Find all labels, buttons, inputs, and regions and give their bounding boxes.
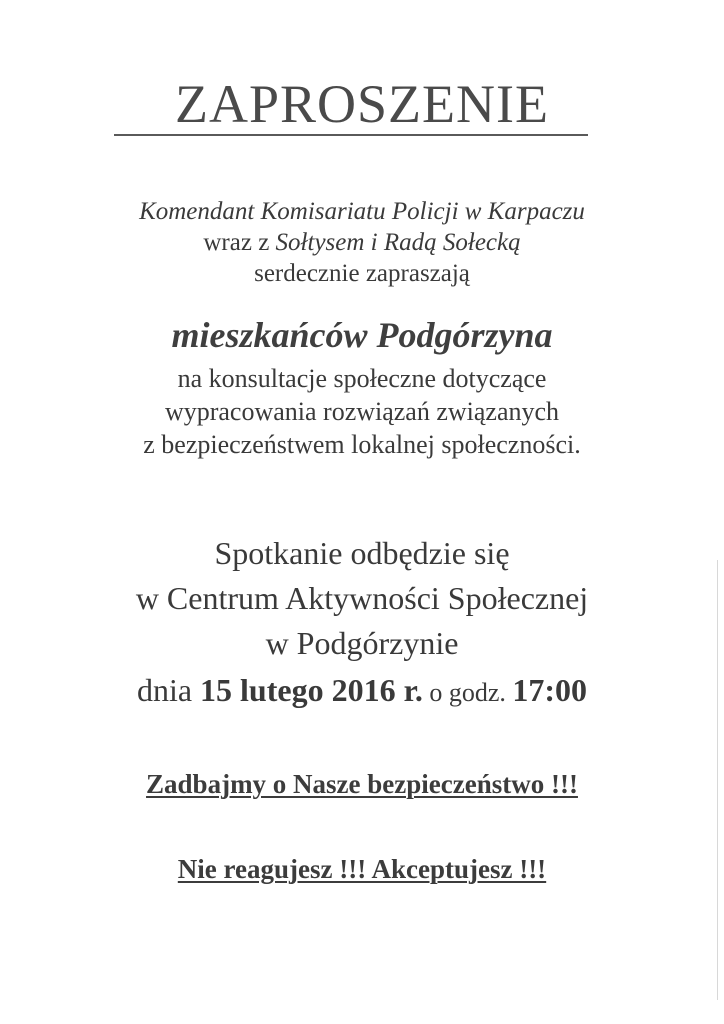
purpose-line-2: wypracowania rozwiązań związanych <box>164 397 560 426</box>
meeting-line-3: w Podgórzynie <box>265 625 459 661</box>
meeting-line-2: w Centrum Aktywności Społecznej <box>135 580 589 616</box>
slogan-first: Zadbajmy o Nasze bezpieczeństwo !!! <box>146 769 578 799</box>
addressees-heading: mieszkańców Podgórzyna <box>171 315 553 355</box>
meeting-block <box>0 531 724 666</box>
organizer-line-1: Komendant Komisariatu Policji w Karpaczu <box>139 198 585 225</box>
date-prefix: dnia <box>136 672 201 708</box>
organizers-block <box>0 196 724 289</box>
organizer-line-2-prefix: wraz z <box>203 229 276 256</box>
date-value: 15 lutego 2016 r. <box>200 672 423 708</box>
organizer-line-2-italic: Sołtysem i Radą Sołecką <box>275 229 521 256</box>
title-underline <box>114 134 588 136</box>
time-prefix: o godz. <box>422 678 513 707</box>
purpose-line-3: z bezpieczeństwem lokalnej społeczności. <box>143 430 581 459</box>
organizer-line-2 <box>0 227 724 258</box>
slogan-second: Nie reagujesz !!! Akceptujesz !!! <box>177 854 547 884</box>
meeting-line-1: Spotkanie odbędzie się <box>214 535 510 571</box>
invitation-title: ZAPROSZENIE <box>175 74 549 134</box>
purpose-line-1: na konsultacje społeczne dotyczące <box>177 364 547 393</box>
purpose-block <box>0 362 724 461</box>
organizer-line-3: serdecznie zapraszają <box>254 260 470 287</box>
time-value: 17:00 <box>512 672 588 708</box>
date-line <box>0 668 724 715</box>
